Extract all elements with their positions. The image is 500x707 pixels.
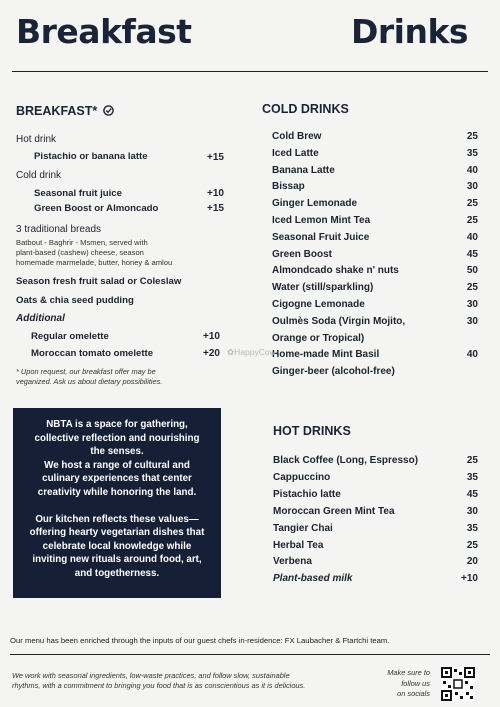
vegan-check-icon [103,105,114,119]
watermark: ✿HappyCow [227,347,276,357]
drink-name: Almondcado shake n' nuts [272,265,399,277]
drink-name: Home-made Mint Basil [272,349,380,361]
breakfast-item-name: Regular omelette [31,331,109,342]
footer-rule [10,654,490,655]
cold-drinks-heading: COLD DRINKS [262,102,349,116]
breakfast-title: Breakfast [16,12,192,51]
drink-name: Black Coffee (Long, Espresso) [273,455,419,466]
drink-price: +10 [461,573,478,585]
drink-name: Cigogne Lemonade [272,299,365,310]
drink-name: Banana Latte [272,164,335,176]
additional-label: Additional [16,313,65,324]
drink-price: 40 [466,231,478,243]
happycow-icon: ✿ [227,347,235,357]
drink-name: Green Boost [272,248,333,260]
drink-name: Plant-based milk [273,573,353,585]
drink-name: Iced Lemon Mint Tea [272,215,371,226]
drink-name: Ginger-beer (alcohol-free) [272,366,395,378]
drink-price: 30 [466,181,478,193]
breakfast-item-price: +10 [207,188,224,199]
sustainability-note: We work with seasonal ingredients, low-waste practices, and follow slow, sustainable rhythms, with a commitment to bringing you food that is as conscientious as it is delicious. [12,671,306,690]
header-rule [12,71,488,72]
drink-price: 40 [466,164,478,176]
drink-name: Cappuccino [273,471,331,483]
drink-name: Iced Latte [272,147,319,159]
drink-price: 25 [466,198,478,210]
drink-price: 45 [466,248,478,260]
drink-price: 30 [466,505,478,517]
breakfast-item-price: +20 [203,348,220,359]
drink-name: Water (still/sparkling) [272,282,374,294]
drinks-title: Drinks [351,12,469,51]
oats-item: Oats & chia seed pudding [16,295,134,306]
drink-price: 25 [466,131,478,142]
drink-name: Bissap [272,181,305,193]
chefs-note: Our menu has been enriched through the inputs of our guest chefs in-residence: FX Laubacher & Ftartchi team. [10,636,390,645]
hot-drinks-heading: HOT DRINKS [273,424,351,438]
fresh-fruit-item: Season fresh fruit salad or Coleslaw [16,276,182,287]
drink-name: Oulmès Soda (Virgin Mojito, [272,315,406,327]
breakfast-item-price: +10 [203,331,220,342]
breakfast-item-price: +15 [207,152,224,163]
breads-description: Batbout - Baghrir - Msmen, served with plant-based (cashew) cheese, season homemade marmelade, butter, honey & amlou [16,238,173,267]
drink-name: Moroccan Green Mint Tea [273,505,395,517]
drink-name: Herbal Tea [273,539,324,551]
breakfast-item-name: Moroccan tomato omelette [31,348,154,359]
drink-price: 35 [466,522,478,534]
veganized-note: * Upon request, our breakfast offer may be veganized. Ask us about dietary possibilities. [16,367,163,386]
breakfast-heading: BREAKFAST* [16,104,114,119]
drink-price: 30 [466,299,478,310]
drink-price: 30 [466,315,478,327]
drink-price: 25 [466,282,478,294]
breakfast-item-name: Pistachio or banana latte [34,151,148,162]
drink-price: 50 [466,265,478,277]
drink-name: Seasonal Fruit Juice [272,231,370,243]
drink-price: 25 [466,539,478,551]
about-box: NBTA is a space for gathering, collective reflection and nourishing the senses. We host a range of cultural and culinary experiences that center creativity while honoring the land. Our kitchen reflects these values— offering hearty vegetarian dishes that celebrate local knowledge while inviting new rituals around food, art, and togetherness. [13,408,221,598]
socials-note: Make sure to follow us on socials [387,668,430,698]
drink-price: 40 [466,349,478,361]
drink-name: Tangier Chai [273,522,333,534]
breakfast-item-name: Green Boost or Almoncado [34,203,159,214]
drink-price: 25 [466,215,478,226]
breakfast-item-price: +15 [207,203,224,214]
cold-drink-label: Cold drink [16,170,62,181]
drink-price: 45 [466,488,478,500]
drink-name: Pistachio latte [273,488,341,500]
drink-name: Cold Brew [272,131,322,142]
drink-price: 25 [466,455,478,466]
drink-price: 35 [466,147,478,159]
hot-drink-label: Hot drink [16,134,57,145]
breakfast-item-name: Seasonal fruit juice [34,188,122,199]
drink-name: Verbena [273,556,312,568]
qr-code-icon[interactable] [441,667,475,701]
drink-name: Ginger Lemonade [272,198,358,210]
breads-label: 3 traditional breads [16,224,102,235]
drink-price: 35 [466,471,478,483]
drink-name: Orange or Tropical) [272,332,365,344]
drink-price: 20 [466,556,478,568]
